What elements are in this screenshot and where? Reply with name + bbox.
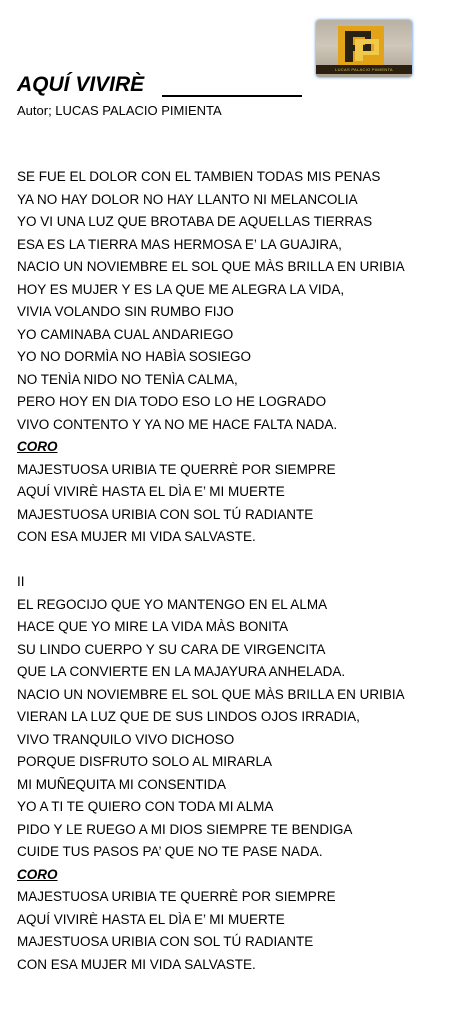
chorus-heading: CORO bbox=[17, 439, 58, 454]
lyric-line: VIVO CONTENTO Y YA NO ME HACE FALTA NADA. bbox=[17, 416, 338, 432]
lyric-line: YO VI UNA LUZ QUE BROTABA DE AQUELLAS TIERRAS bbox=[17, 214, 373, 229]
lyric-line: VIERAN LA LUZ QUE DE SUS LINDOS OJOS IRRADIA, bbox=[17, 709, 360, 724]
lyric-line: EL REGOCIJO QUE YO MANTENGO EN EL ALMA bbox=[17, 596, 328, 612]
lyric-line: NACIO UN NOVIEMBRE EL SOL QUE MÀS BRILLA EN URIBIA bbox=[17, 259, 405, 274]
lyric-line: PORQUE DISFRUTO SOLO AL MIRARLA bbox=[17, 754, 273, 769]
lyric-line: SE FUE EL DOLOR CON EL TAMBIEN TODAS MIS PENAS bbox=[17, 169, 381, 184]
song-title: AQUÍ VIVIRÈ bbox=[17, 73, 145, 96]
lyric-line: VIVIA VOLANDO SIN RUMBO FIJO bbox=[17, 304, 234, 319]
lyric-line: MAJESTUOSA URIBIA TE QUERRÈ POR SIEMPRE bbox=[17, 889, 336, 904]
lyric-line: CON ESA MUJER MI VIDA SALVASTE. bbox=[17, 529, 256, 544]
lyric-line bbox=[17, 549, 457, 572]
lyric-line: CON ESA MUJER MI VIDA SALVASTE. bbox=[17, 956, 256, 972]
lyric-line: YO CAMINABA CUAL ANDARIEGO bbox=[17, 326, 234, 342]
lyric-line: PERO HOY EN DIA TODO ESO LO HE LOGRADO bbox=[17, 394, 327, 409]
lyric-line: MAJESTUOSA URIBIA CON SOL TÚ RADIANTE bbox=[17, 506, 314, 522]
lyric-line: CUIDE TUS PASOS PA’ QUE NO TE PASE NADA. bbox=[17, 844, 323, 859]
lyric-line: SU LINDO CUERPO Y SU CARA DE VIRGENCITA bbox=[17, 641, 326, 657]
lyric-line: HOY ES MUJER Y ES LA QUE ME ALEGRA LA VIDA, bbox=[17, 281, 345, 297]
lyric-line: YA NO HAY DOLOR NO HAY LLANTO NI MELANCOLIA bbox=[17, 191, 358, 207]
lyric-line: HACE QUE YO MIRE LA VIDA MÀS BONITA bbox=[17, 619, 289, 634]
lyric-line: QUE LA CONVIERTE EN LA MAJAYURA ANHELADA. bbox=[17, 664, 346, 679]
lyrics-body bbox=[17, 166, 457, 976]
logo-caption: LUCAS PALACIO PIMIENTA bbox=[316, 65, 412, 74]
lyric-line: MAJESTUOSA URIBIA TE QUERRÈ POR SIEMPRE bbox=[17, 461, 336, 477]
lyric-line: YO NO DORMÌA NO HABÌA SOSIEGO bbox=[17, 349, 252, 364]
lyric-line: ESA ES LA TIERRA MAS HERMOSA E’ LA GUAJIRA, bbox=[17, 236, 342, 252]
lyric-line: YO A TI TE QUIERO CON TODA MI ALMA bbox=[17, 799, 274, 814]
lyric-line: NACIO UN NOVIEMBRE EL SOL QUE MÀS BRILLA EN URIBIA bbox=[17, 686, 405, 702]
chorus-heading: CORO bbox=[17, 866, 58, 882]
lyric-line: AQUÍ VIVIRÈ HASTA EL DÌA E’ MI MUERTE bbox=[17, 911, 285, 927]
title-underline bbox=[162, 95, 302, 97]
lyric-line: NO TENÌA NIDO NO TENÌA CALMA, bbox=[17, 371, 238, 387]
lyric-line: AQUÍ VIVIRÈ HASTA EL DÌA E’ MI MUERTE bbox=[17, 484, 285, 499]
lyric-line: MAJESTUOSA URIBIA CON SOL TÚ RADIANTE bbox=[17, 934, 314, 949]
lyric-line: VIVO TRANQUILO VIVO DICHOSO bbox=[17, 731, 235, 747]
author-logo bbox=[316, 20, 412, 77]
lp-monogram-icon bbox=[338, 26, 384, 66]
lyric-line: MI MUÑEQUITA MI CONSENTIDA bbox=[17, 776, 227, 792]
song-author: Autor; LUCAS PALACIO PIMIENTA bbox=[17, 103, 222, 118]
lyric-line: PIDO Y LE RUEGO A MI DIOS SIEMPRE TE BENDIGA bbox=[17, 821, 353, 837]
lyric-line: II bbox=[17, 574, 25, 589]
